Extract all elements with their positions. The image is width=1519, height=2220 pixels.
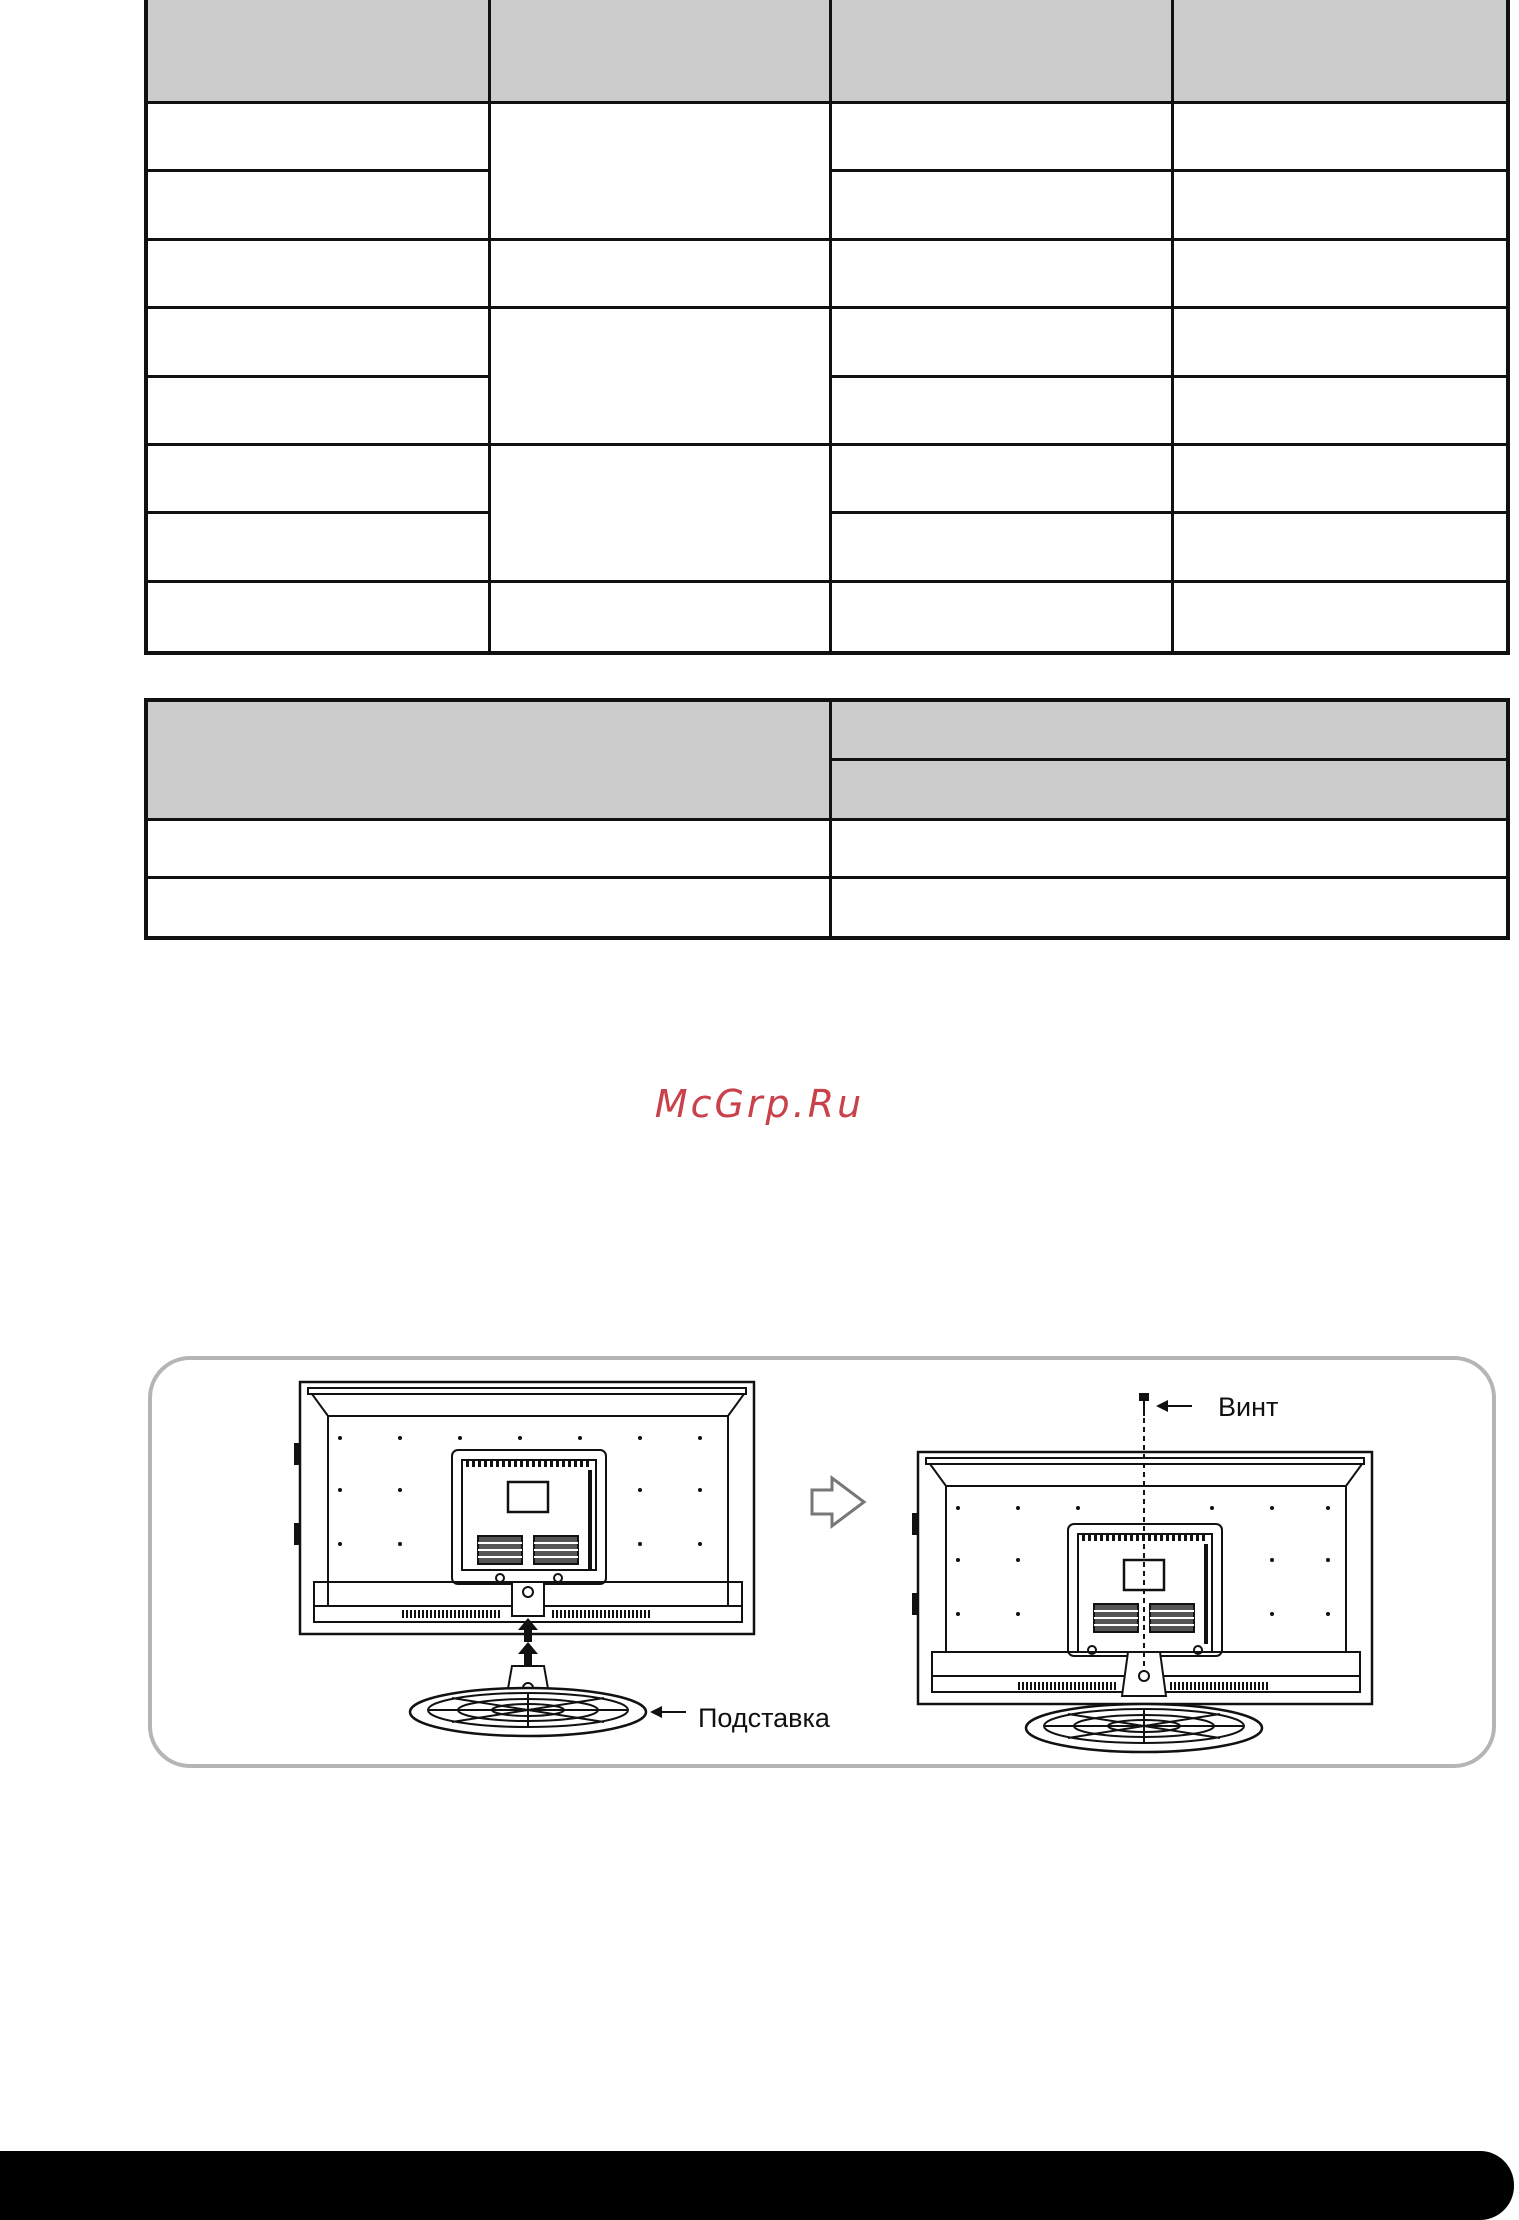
table2-cell [832, 821, 1506, 879]
table1-cell [1174, 446, 1506, 514]
watermark-text: McGrp.Ru [654, 1082, 865, 1126]
table1-cell [1174, 309, 1506, 377]
table1-cell [148, 104, 491, 172]
stand-pointer-arrow [650, 1706, 686, 1718]
table1-header-cell [491, 0, 832, 104]
table1-cell [1174, 378, 1506, 446]
table1-cell [491, 583, 832, 651]
table1-cell [491, 241, 832, 309]
table1-cell [1174, 583, 1506, 651]
table1-cell [148, 309, 491, 377]
table1-cell [832, 583, 1174, 651]
footer-bar [0, 2151, 1514, 2220]
table1-cell [832, 241, 1174, 309]
tv-back-view-left [295, 1382, 754, 1634]
stand-installation-illustration [148, 1356, 1496, 1768]
screw-label: Винт [1218, 1392, 1279, 1422]
spec-table-2 [144, 698, 1510, 940]
stand-base-right [1026, 1704, 1262, 1752]
table1-cell [1174, 104, 1506, 172]
table2-cell [832, 879, 1506, 937]
stand-label: Подставка [698, 1703, 830, 1733]
table1-cell [832, 172, 1174, 240]
tv-back-view-right [913, 1452, 1372, 1704]
table1-cell [148, 241, 491, 309]
table2-cell [148, 821, 832, 879]
table1-cell [832, 446, 1174, 514]
table1-cell [148, 446, 491, 514]
table1-cell [148, 172, 491, 240]
table1-header-cell [832, 0, 1174, 104]
table1-header-cell [1174, 0, 1506, 104]
table1-cell [1174, 172, 1506, 240]
table2-subheader-cell [832, 761, 1506, 821]
table2-header-cell [148, 702, 832, 821]
table1-merged-cell [491, 104, 832, 241]
screw-pointer-arrow [1156, 1400, 1192, 1412]
table2-cell [148, 879, 832, 937]
table1-cell [832, 514, 1174, 582]
table1-cell [832, 309, 1174, 377]
table1-merged-cell [491, 309, 832, 446]
table1-merged-cell [491, 446, 832, 583]
spec-table-1 [144, 0, 1510, 655]
step-arrow-icon [812, 1478, 864, 1526]
table2-header-cell [832, 702, 1506, 761]
table1-cell [832, 104, 1174, 172]
table1-cell [1174, 514, 1506, 582]
table1-cell [148, 378, 491, 446]
table1-cell [832, 378, 1174, 446]
stand-base-left [410, 1688, 646, 1736]
table1-cell [148, 514, 491, 582]
table1-cell [1174, 241, 1506, 309]
table1-cell [148, 583, 491, 651]
table1-header-cell [148, 0, 491, 104]
